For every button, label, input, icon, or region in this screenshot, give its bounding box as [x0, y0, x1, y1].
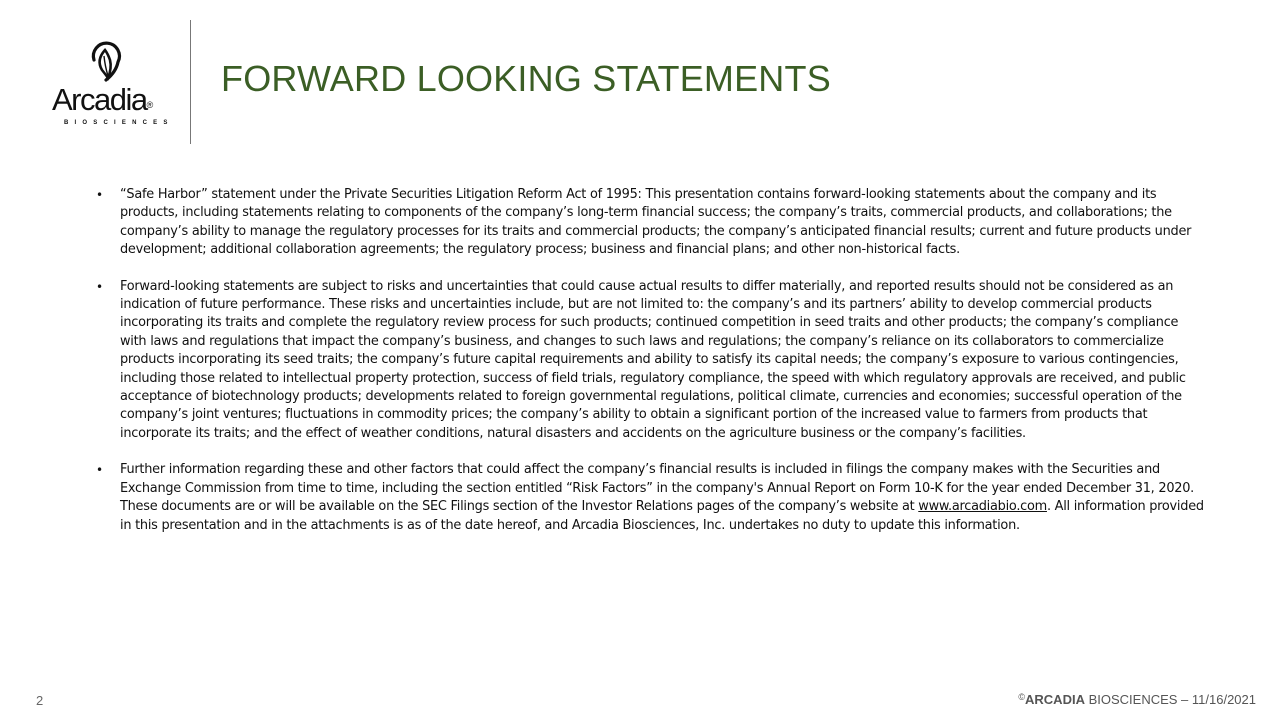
footer-brand: ARCADIA — [1025, 692, 1085, 707]
list-item — [96, 186, 1206, 260]
arcadia-logo — [50, 38, 180, 128]
bullet-marker: • — [96, 188, 104, 202]
header-divider — [190, 20, 191, 144]
leaf-in-circle-icon — [88, 40, 124, 84]
statements-list — [96, 186, 1206, 553]
logo-wordmark: Arcadia® — [52, 82, 154, 117]
logo-subtitle: BIOSCIENCES — [64, 120, 174, 126]
bullet-marker: • — [96, 279, 104, 294]
safe-harbor-text: “Safe Harbor” statement under the Private Securities Litigation Reform Act of 1995: This presentation contains forward-looking statements about the company and its products, including statements relating to components of the company’s long-term financial success; the company’s traits, commercial products, and collaborations; the company’s ability to manage the regulatory processes for its traits and commercial products; the company’s anticipated financial results; current and future products under development; additional collaboration agreements; the regulatory process; business and financial plans; and other non-historical facts. — [120, 187, 1192, 258]
risks-text: Forward-looking statements are subject to risks and uncertainties that could cause actual results to differ materially, and reported results should not be considered as an indication of future performance. These risks and uncertainties include, but are not limited to: the company’s and its partners’ ability to develop commercial products incorporating its traits and complete the regulatory review process for such products; continued competition in seed traits and other products; the company’s compliance with laws and regulations that impact the company’s business, and changes to such laws and regulations; the company’s reliance on its collaborators to commercialize products incorporating its seed traits; the company’s future capital requirements and ability to satisfy its capital needs; the company’s exposure to various contingencies, including those related to intellectual property protection, success of field trials, regulatory compliance, the speed with which regulatory approvals are received, and public acceptance of biotechnology products; developments related to foreign governmental regulations, political climate, currencies and economies; successful operation of the company’s joint ventures; fluctuations in commodity prices; the company’s ability to obtain a significant portion of the increased value to farmers from products that incorporate its traits; and the effect of weather conditions, natural disasters and accidents on the agriculture business or the company’s facilities. — [120, 278, 1186, 441]
footer-rest: BIOSCIENCES – 11/16/2021 — [1084, 692, 1256, 707]
bullet-marker: • — [96, 463, 104, 478]
website-link[interactable]: www.arcadiabio.com — [918, 499, 1047, 515]
copyright-symbol: © — [1018, 692, 1026, 702]
further-info-text: Further information regarding these and other factors that could affect the company’s financial results is included in filings the company makes with the Securities and Exchange Commission from time to time, including the section entitled “Risk Factors” in the company's Annual Report on Form 10-K for the year ended December 31, 2020. These documents are or will be available on the SEC Filings section of the Investor Relations pages of the company’s website at www.arcadiabio.com. All information provided in this presentation and in the attachments is as of the date hereof, and Arcadia Biosciences, Inc. undertakes no duty to update this information. — [120, 462, 1204, 533]
list-item — [96, 461, 1206, 535]
page-number: 2 — [36, 693, 44, 708]
page-title: FORWARD LOOKING STATEMENTS — [221, 58, 831, 99]
list-item — [96, 278, 1206, 444]
footer-copyright — [1018, 692, 1256, 707]
